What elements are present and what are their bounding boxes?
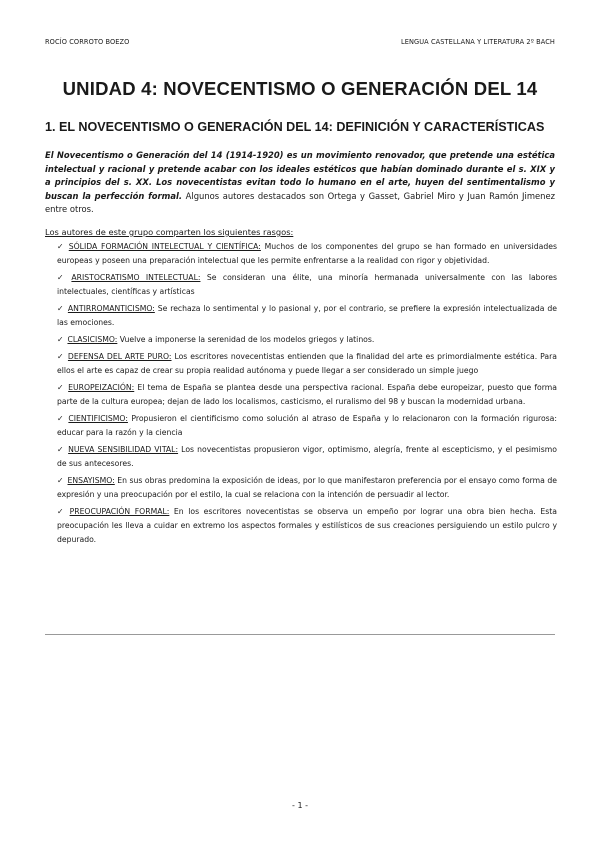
rasgo-label: ARISTOCRATISMO INTELECTUAL: [71,273,201,282]
header-author: ROCÍO CORROTO BOEZO [45,38,130,46]
page-number: - 1 - [292,801,308,810]
page-title: UNIDAD 4: NOVECENTISMO O GENERACIÓN DEL 14 [62,78,538,99]
rasgo-label: PREOCUPACIÓN FORMAL: [69,507,170,516]
rasgos-list [45,240,557,550]
list-item [45,443,557,471]
list-item [45,302,557,330]
rasgo-label: ANTIRROMANTICISMO: [67,304,155,313]
rasgo-label: SÓLIDA FORMACIÓN INTELECTUAL Y CIENTÍFICA: [68,242,261,251]
section-heading: 1. EL NOVECENTISMO O GENERACIÓN DEL 14: DEFINICIÓN Y CARACTERÍSTICAS [45,120,545,134]
rasgo-label: EUROPEIZACIÓN: [68,383,135,392]
rasgo-label: CIENTIFICISMO: [68,414,128,423]
check-icon: ✓ [57,352,64,361]
rasgo-text: Se rechaza lo sentimental y lo pasional y, por el contrario, se prefiere la expresión intelectualizada de las emociones. [57,304,557,327]
check-icon: ✓ [57,273,68,282]
check-icon: ✓ [57,414,65,423]
rasgo-text: Los novecentistas propusieron vigor, optimismo, alegría, frente al escepticismo, y el pesimismo de sus antecesores. [57,445,557,468]
rasgo-text: El tema de España se plantea desde una perspectiva racional. España debe europeizar, puesto que forma parte de la cultura europea; dejan de lado los localismos, casticismo, el ruralismo del 98 y buscan la modernidad urbana. [57,383,557,406]
page-header [45,38,555,46]
check-icon: ✓ [57,304,64,313]
check-icon: ✓ [57,383,65,392]
header-course: LENGUA CASTELLANA Y LITERATURA 2º BACH [400,38,555,46]
divider [45,634,555,635]
rasgo-text: Propusieron el cientificismo como solución al atraso de España y lo relacionaron con la formación rigurosa: educar para la razón y la ciencia [57,414,557,437]
rasgo-text: Los escritores novecentistas entienden que la finalidad del arte es primordialmente estética. Para ellos el arte es capaz de crear su propia realidad autónoma y puede llegar a ser considerado un simple juego [57,352,557,375]
list-item [45,350,557,378]
list-item [45,271,557,299]
rasgos-title: Los autores de este grupo comparten los siguientes rasgos: [45,227,294,237]
list-item [45,240,557,268]
list-item [45,333,557,347]
rasgo-label: NUEVA SENSIBILIDAD VITAL: [68,445,179,454]
list-item [45,381,557,409]
list-item [45,412,557,440]
check-icon: ✓ [57,476,64,485]
intro-normal-text: Algunos autores destacados son Ortega y Gasset, Gabriel Miro y Juan Ramón Jimenez entre otros. [45,190,555,215]
intro-paragraph [45,149,555,217]
rasgo-label: DEFENSA DEL ARTE PURO: [67,352,172,361]
check-icon: ✓ [57,335,64,344]
rasgo-text: En los escritores novecentistas se observa un empeño por lograr una obra bien hecha. Esta preocupación les lleva a cuidar en extremo los aspectos formales y estilísticos de sus creaciones persiguiendo un estilo pulcro y depurado. [57,507,557,544]
check-icon: ✓ [57,242,65,251]
rasgo-text: En sus obras predomina la exposición de ideas, por lo que manifestaron preferencia por el ensayo como forma de expresión y una preocupación por el estilo, la cual se relaciona con la intención de persuadir al lector. [57,476,557,499]
check-icon: ✓ [57,507,66,516]
rasgo-label: CLASICISMO: [67,335,118,344]
rasgo-text: Se consideran una élite, una minoría hermanada universalmente con las labores intelectuales, científicas y artísticas [57,273,557,296]
rasgo-text: Vuelve a imponerse la serenidad de los modelos griegos y latinos. [117,335,375,344]
list-item [45,474,557,502]
intro-bold-text: El Novecentismo o Generación del 14 (1914-1920) es un movimiento renovador, que pretende una estética intelectual y racional y pretende acabar con los ideales estéticos que habían dominado durante el s. XIX y a principios del s. XX. Los novecentistas evitan todo lo humano en el arte, huyen del sentimentalismo y buscan la perfección formal. [45,150,555,201]
check-icon: ✓ [57,445,65,454]
list-item [45,505,557,547]
rasgo-label: ENSAYISMO: [67,476,115,485]
rasgo-text: Muchos de los componentes del grupo se han formado en universidades europeas y poseen una preparación intelectual que les permite enfrentarse a la realidad con rigor y objetividad. [57,242,557,265]
